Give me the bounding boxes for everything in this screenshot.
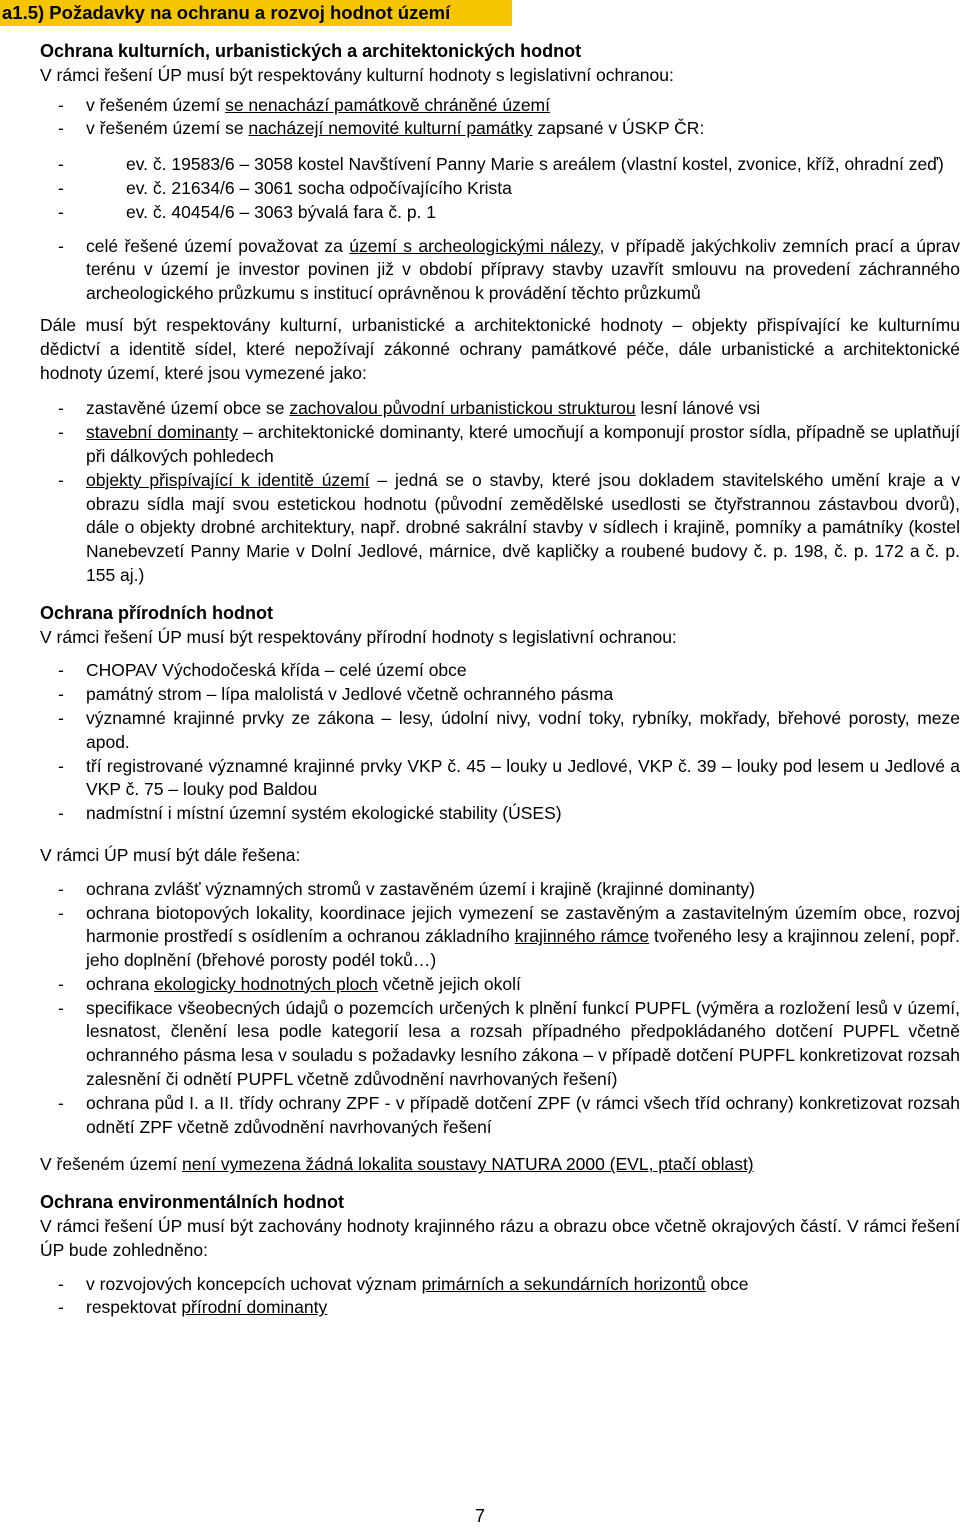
monument-list xyxy=(0,153,960,224)
list-item: - ochrana půd I. a II. třídy ochrany ZPF - v případě dotčení ZPF (v rámci všech tříd ochrany) konkretizovat rozsah odnětí ZPF včetně zdůvodnění navrhovaných řešení xyxy=(0,1092,960,1140)
list-item: - zastavěné území obce se zachovalou původní urbanistickou strukturou lesní lánové vsi xyxy=(0,397,960,421)
enviro-intro: V rámci řešení ÚP musí být zachovány hodnoty krajinného rázu a obrazu obce včetně okrajových částí. V rámci řešení ÚP bude zohledněno: xyxy=(40,1216,960,1260)
priroda-intro: V rámci řešení ÚP musí být respektovány přírodní hodnoty s legislativní ochranou: xyxy=(40,626,677,647)
list-item: - ochrana ekologicky hodnotných ploch včetně jejich okolí xyxy=(0,973,960,997)
list-item: - nadmístní i místní územní systém ekologické stability (ÚSES) xyxy=(0,802,960,826)
list-item: - tří registrované významné krajinné prvky VKP č. 45 – louky u Jedlové, VKP č. 39 – louky pod lesem u Jedlové a VKP č. 75 – louky pod Baldou xyxy=(0,755,960,803)
kultura-dale: Dále musí být respektovány kulturní, urbanistické a architektonické hodnoty – objekty přispívající ke kulturnímu dědictví a identitě sídel, které nepožívají zákonné ochrany památkové péče, dále urbanistické a architektonické hodnoty území, které jsou vymezené jako: xyxy=(40,314,960,383)
section-title: a1.5) Požadavky na ochranu a rozvoj hodnot území xyxy=(0,0,512,26)
list-item: - v řešeném území se nenachází památkově chráněné území xyxy=(0,94,960,118)
list-item: - stavební dominanty – architektonické dominanty, které umocňují a komponují prostor sídla, případně se uplatňují při dálkových pohledech xyxy=(0,421,960,469)
natura-note: V řešeném území není vymezena žádná lokalita soustavy NATURA 2000 (EVL, ptačí oblast) xyxy=(40,1154,754,1175)
list-item: - v rozvojových koncepcích uchovat význam primárních a sekundárních horizontů obce xyxy=(0,1273,960,1297)
resit-list xyxy=(0,878,960,1140)
list-item: - ochrana zvlášť významných stromů v zastavěném území i krajině (krajinné dominanty) xyxy=(0,878,960,902)
enviro-list xyxy=(0,1273,960,1321)
list-item: - významné krajinné prvky ze zákona – lesy, údolní nivy, vodní toky, rybníky, mokřady, břehové porosty, meze apod. xyxy=(0,707,960,755)
page-number: 7 xyxy=(474,1506,485,1526)
list-item: - památný strom – lípa malolistá v Jedlové včetně ochranného pásma xyxy=(0,683,960,707)
list-item: - v řešeném území se nacházejí nemovité kulturní památky zapsané v ÚSKP ČR: xyxy=(0,117,960,141)
list-item: - celé řešené území považovat za území s archeologickými nálezy, v případě jakýchkoliv zemních prací a úprav terénu v území je investor povinen již v období přípravy stavby uzavřít smlouvu na provedení záchranného archeologického průzkumu s institucí oprávněnou k provádění těchto průzkumů xyxy=(0,235,960,306)
list-item: - ev. č. 40454/6 – 3063 bývalá fara č. p. 1 xyxy=(0,201,960,225)
list-item: - CHOPAV Východočeská křída – celé území obce xyxy=(0,659,960,683)
kultura-intro: V rámci řešení ÚP musí být respektovány kulturní hodnoty s legislativní ochranou: xyxy=(40,64,674,85)
list-item: - respektovat přírodní dominanty xyxy=(0,1296,960,1320)
list-item: - ev. č. 19583/6 – 3058 kostel Navštívení Panny Marie s areálem (vlastní kostel, zvonice, kříž, ohradní zeď) xyxy=(0,153,960,177)
kultura-list xyxy=(0,94,960,142)
heading-enviro: Ochrana environmentálních hodnot xyxy=(40,1192,345,1213)
priroda-list xyxy=(0,659,960,826)
list-item: - ochrana biotopových lokality, koordinace jejich vymezení se zastavěným a zastavitelným územím obce, rozvoj harmonie prostředí s osídlením a ochranou základního krajinného rámce tvořeného lesy a krajinnou zelení, popř. jeho doplnění (břehové porosty podél toků…) xyxy=(0,902,960,973)
resit-intro: V rámci ÚP musí být dále řešena: xyxy=(40,844,301,865)
document-body xyxy=(40,40,960,1320)
list-item: - ev. č. 21634/6 – 3061 socha odpočívajícího Krista xyxy=(0,177,960,201)
heading-priroda: Ochrana přírodních hodnot xyxy=(40,602,273,623)
archeo-list xyxy=(0,235,960,306)
list-item: - objekty přispívající k identitě území – jedná se o stavby, které jsou dokladem stavitelského umění kraje a v obrazu sídla mají svou estetickou hodnotu (původní zemědělské usedlosti se čtyřstrannou zástavbou dvorů), dále o objekty drobné architektury, např. drobné sakrální stavby v sídlech i krajině, pomníky a památníky (kostel Nanebevzetí Panny Marie v Dolní Jedlové, márnice, dvě kapličky a roubené budovy č. p. 198, č. p. 172 a č. p. 155 aj.) xyxy=(0,469,960,588)
list-item: - specifikace všeobecných údajů o pozemcích určených k plnění funkcí PUPFL (výměra a rozložení lesů v území, lesnatost, členění lesa podle kategorií lesa a rozsah případného předpokládaného dotčení PUPFL včetně ochranného pásma lesa v souladu s požadavky lesního zákona – v případě dotčení PUPFL konkretizovat rozsah zalesnění či odnětí PUPFL včetně zdůvodnění navrhovaných řešení) xyxy=(0,997,960,1092)
heading-kultura: Ochrana kulturních, urbanistických a architektonických hodnot xyxy=(40,41,582,61)
hodnoty-list xyxy=(0,397,960,587)
